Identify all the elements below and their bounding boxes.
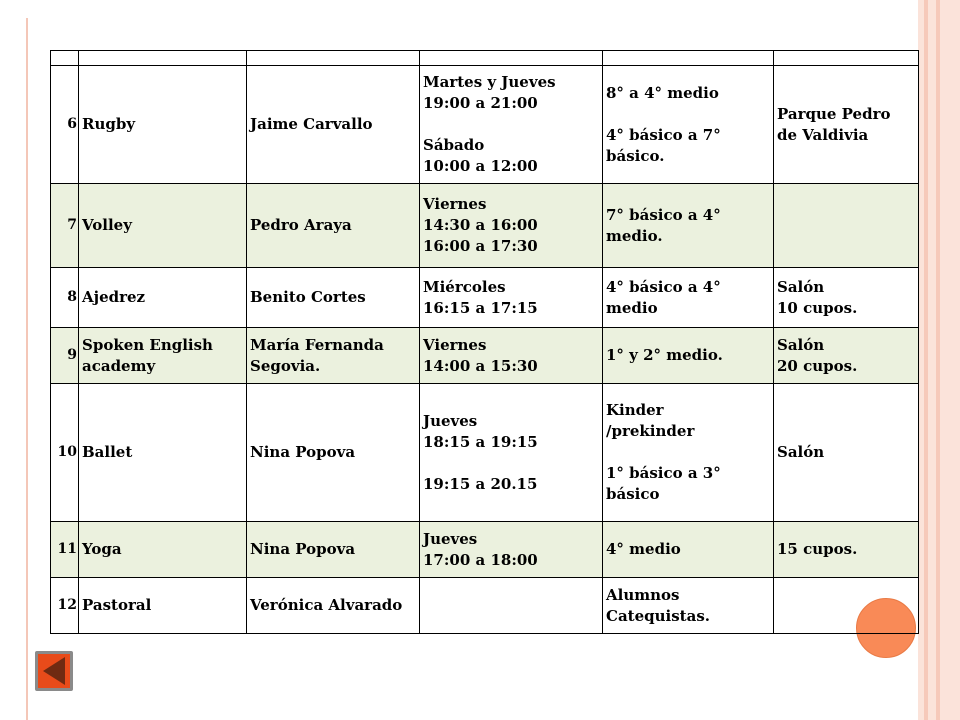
table-row [51,578,919,634]
frame-left-border [0,0,28,720]
back-arrow-icon [38,654,70,688]
header-cell [247,51,420,66]
schedule-cell: Jueves 17:00 a 18:00 [420,522,603,578]
table-row [51,384,919,522]
schedule-cell: Martes y Jueves 19:00 a 21:00 Sábado 10:00 a 12:00 [420,66,603,184]
table-row [51,66,919,184]
header-cell [420,51,603,66]
header-cell [774,51,919,66]
row-number: 6 [51,66,79,184]
level-cell: 8° a 4° medio 4° básico a 7° básico. [603,66,774,184]
activity-cell: Ajedrez [79,268,247,328]
level-cell: 7° básico a 4° medio. [603,184,774,268]
activity-cell: Rugby [79,66,247,184]
back-arrow-shape [43,657,65,685]
level-cell: Kinder /prekinder 1° básico a 3° básico [603,384,774,522]
back-button[interactable] [35,651,73,691]
schedule-cell: Viernes 14:30 a 16:00 16:00 a 17:30 [420,184,603,268]
row-number: 7 [51,184,79,268]
frame-right-stripes [918,0,960,720]
teacher-cell: Nina Popova [247,384,420,522]
schedule-cell: Viernes 14:00 a 15:30 [420,328,603,384]
header-cell [603,51,774,66]
activity-cell: Pastoral [79,578,247,634]
row-number: 9 [51,328,79,384]
place-cell: Salón 10 cupos. [774,268,919,328]
teacher-cell: Nina Popova [247,522,420,578]
teacher-cell: Jaime Carvallo [247,66,420,184]
place-cell: 15 cupos. [774,522,919,578]
header-cell [79,51,247,66]
place-cell: Salón 20 cupos. [774,328,919,384]
table-row [51,522,919,578]
place-cell: Salón [774,384,919,522]
frame-top [26,0,918,18]
teacher-cell: Verónica Alvarado [247,578,420,634]
activities-table [50,50,919,634]
schedule-cell: Jueves 18:15 a 19:15 19:15 a 20.15 [420,384,603,522]
activity-cell: Ballet [79,384,247,522]
teacher-cell: María Fernanda Segovia. [247,328,420,384]
teacher-cell: Pedro Araya [247,184,420,268]
table-body [51,51,919,634]
level-cell: 4° medio [603,522,774,578]
table-row [51,328,919,384]
table-header-row [51,51,919,66]
row-number: 8 [51,268,79,328]
activity-cell: Volley [79,184,247,268]
header-cell [51,51,79,66]
place-cell: Parque Pedro de Valdivia [774,66,919,184]
level-cell: 4° básico a 4° medio [603,268,774,328]
level-cell: 1° y 2° medio. [603,328,774,384]
table-row [51,268,919,328]
row-number: 11 [51,522,79,578]
level-cell: Alumnos Catequistas. [603,578,774,634]
row-number: 12 [51,578,79,634]
activity-cell: Yoga [79,522,247,578]
place-cell [774,184,919,268]
place-cell [774,578,919,634]
table-row [51,184,919,268]
teacher-cell: Benito Cortes [247,268,420,328]
row-number: 10 [51,384,79,522]
activity-cell: Spoken English academy [79,328,247,384]
schedule-cell [420,578,603,634]
schedule-cell: Miércoles 16:15 a 17:15 [420,268,603,328]
